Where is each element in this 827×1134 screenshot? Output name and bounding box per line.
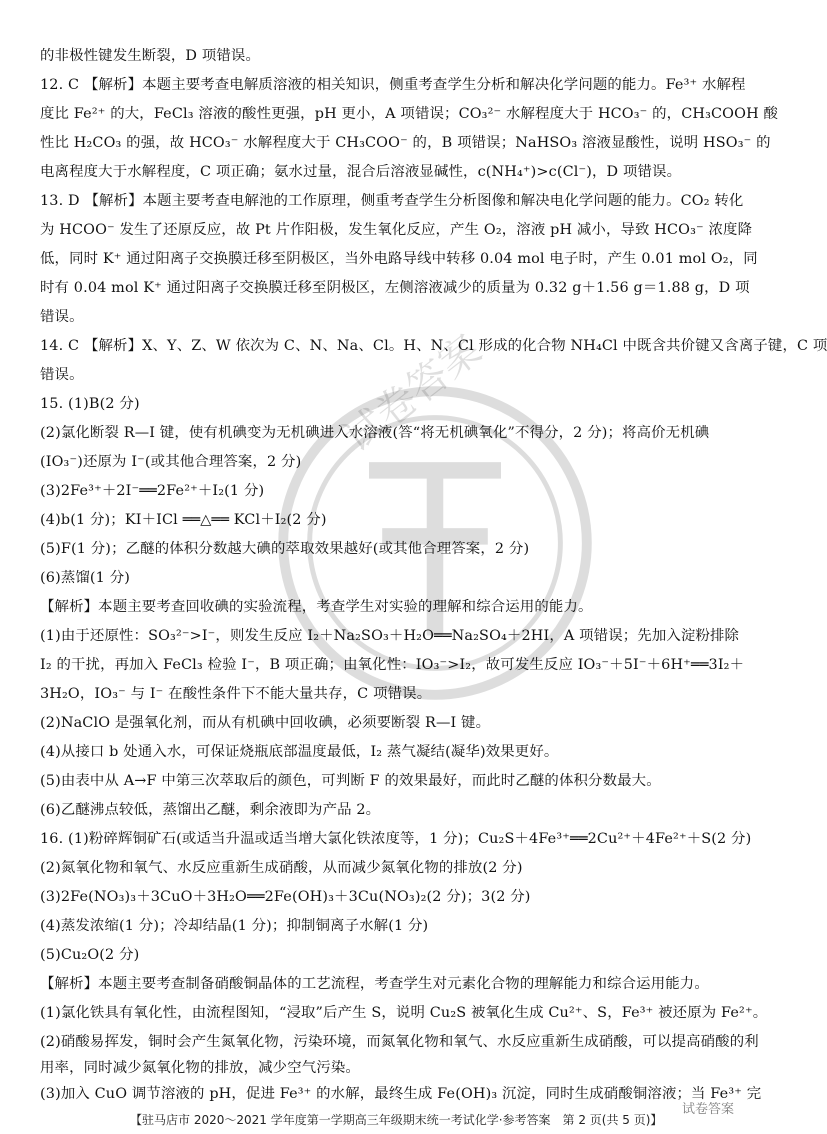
text-line: (6)乙醚沸点较低，蒸馏出乙醚，剩余液即为产品 2。 <box>40 802 381 818</box>
text-line: (IO₃⁻)还原为 I⁻(或其他合理答案，2 分) <box>40 454 302 470</box>
question-13-line: 13. D 【解析】本题主要考查电解池的工作原理，侧重考查学生分析图像和解决电化学问题的能力。CO₂ 转化 <box>40 193 744 209</box>
analysis-heading: 【解析】本题主要考查回收碘的实验流程，考查学生对实验的理解和综合运用的能力。 <box>40 599 593 615</box>
text-line: 低，同时 K⁺ 通过阳离子交换膜迁移至阴极区，当外电路导线中转移 0.04 mol 电子时，产生 0.01 mol O₂，同 <box>40 251 758 267</box>
text-line: 3H₂O，IO₃⁻ 与 I⁻ 在酸性条件下不能大量共存，C 项错误。 <box>40 686 432 702</box>
question-12-line: 12. C 【解析】本题主要考查电解质溶液的相关知识，侧重考查学生分析和解决化学问题的能力。Fe³⁺ 水解程 <box>40 77 746 93</box>
text-line: (5)F(1 分)；乙醚的体积分数越大碘的萃取效果越好(或其他合理答案，2 分) <box>40 541 530 557</box>
text-line: 错误。 <box>40 309 84 325</box>
question-15-line: 15. (1)B(2 分) <box>40 396 140 412</box>
text-line: 性比 H₂CO₃ 的强，故 HCO₃⁻ 水解程度大于 CH₃COO⁻ 的，B 项错误；NaHSO₃ 溶液显酸性，说明 HSO₃⁻ 的 <box>40 135 771 151</box>
page-footer: 【驻马店市 2020～2021 学年度第一学期高三年级期末统一考试化学·参考答案 第 2 页(共 5 页)】 <box>130 1113 663 1127</box>
site-logo-text: 试卷答案 <box>681 1102 734 1117</box>
text-line: (4)b(1 分)；KI＋ICl ══△══ KCl＋I₂(2 分) <box>40 512 327 528</box>
text-line: (4)蒸发浓缩(1 分)；冷却结晶(1 分)；抑制铜离子水解(1 分) <box>40 918 429 934</box>
text-line: (3)2Fe(NO₃)₃＋3CuO＋3H₂O══2Fe(OH)₃＋3Cu(NO₃)₂(2 分)；3(2 分) <box>40 889 531 905</box>
text-line: (2)NaClO 是强氧化剂，而从有机碘中回收碘，必须要断裂 R—I 键。 <box>40 715 491 731</box>
text-line: 度比 Fe²⁺ 的大，FeCl₃ 溶液的酸性更强，pH 更小，A 项错误；CO₃²⁻ 水解程度大于 HCO₃⁻ 的，CH₃COOH 酸 <box>40 106 779 122</box>
question-16-line: 16. (1)粉碎辉铜矿石(或适当升温或适当增大氯化铁浓度等，1 分)；Cu₂S＋4Fe³⁺══2Cu²⁺＋4Fe²⁺＋S(2 分) <box>40 831 752 847</box>
text-line: 电离程度大于水解程度，C 项正确；氨水过量，混合后溶液显碱性，c(NH₄⁺)>c(Cl⁻)，D 项错误。 <box>40 164 682 180</box>
text-line: 为 HCOO⁻ 发生了还原反应，故 Pt 片作阳极，发生氧化反应，产生 O₂，溶液 pH 减小，导致 HCO₃⁻ 浓度降 <box>40 222 753 238</box>
text-line: I₂ 的干扰，再加入 FeCl₃ 检验 I⁻，B 项正确；由氧化性：IO₃⁻>I₂，故可发生反应 IO₃⁻＋5I⁻＋6H⁺══3I₂＋ <box>40 657 745 673</box>
text-line: (2)硝酸易挥发，铜时会产生氮氧化物，污染环境，而氮氧化物和氧气、水反应重新生成硝酸，可以提高硝酸的利 <box>40 1034 759 1050</box>
watermark-text: 试卷答案 <box>335 326 490 462</box>
text-line: (2)氮氧化物和氧气、水反应重新生成硝酸，从而减少氮氧化物的排放(2 分) <box>40 860 523 876</box>
text-line: (4)从接口 b 处通入水，可保证烧瓶底部温度最低，I₂ 蒸气凝结(凝华)效果更好。 <box>40 744 559 760</box>
text-line: (1)氯化铁具有氧化性，由流程图知，“浸取”后产生 S，说明 Cu₂S 被氧化生成 Cu²⁺、S，Fe³⁺ 被还原为 Fe²⁺。 <box>40 1005 768 1021</box>
text-line: 的非极性键发生断裂，D 项错误。 <box>40 48 260 64</box>
text-line: (2)氯化断裂 R—I 键，使有机碘变为无机碘进入水溶液(答“将无机碘氧化”不得分，2 分)；将高价无机碘 <box>40 425 710 441</box>
analysis-heading: 【解析】本题主要考查制备硝酸铜晶体的工艺流程，考查学生对元素化合物的理解能力和综合运用能力。 <box>40 976 709 992</box>
text-line: 错误。 <box>40 367 84 383</box>
text-line: (3)2Fe³⁺＋2I⁻══2Fe²⁺＋I₂(1 分) <box>40 483 265 499</box>
question-14-line: 14. C 【解析】X、Y、Z、W 依次为 C、N、Na、Cl。H、N、Cl 形成的化合物 NH₄Cl 中既含共价键又含离子键，C 项 <box>40 338 827 354</box>
text-line: (5)由表中从 A→F 中第三次萃取后的颜色，可判断 F 的效果最好，而此时乙醚的体积分数最大。 <box>40 773 661 789</box>
text-line: (5)Cu₂O(2 分) <box>40 947 140 963</box>
text-line: 用率，同时减少氮氧化物的排放，减少空气污染。 <box>40 1060 360 1076</box>
text-line: (1)由于还原性：SO₃²⁻>I⁻，则发生反应 I₂＋Na₂SO₃＋H₂O══Na₂SO₄＋2HI，A 项错误；先加入淀粉排除 <box>40 628 740 644</box>
text-line: (6)蒸馏(1 分) <box>40 570 131 586</box>
text-line: 时有 0.04 mol K⁺ 通过阳离子交换膜迁移至阴极区，左侧溶液减少的质量为 0.32 g＋1.56 g＝1.88 g，D 项 <box>40 280 750 296</box>
text-line: (3)加入 CuO 调节溶液的 pH，促进 Fe³⁺ 的水解，最终生成 Fe(OH)₃ 沉淀，同时生成硝酸铜溶液；当 Fe³⁺ 完 <box>40 1086 762 1102</box>
